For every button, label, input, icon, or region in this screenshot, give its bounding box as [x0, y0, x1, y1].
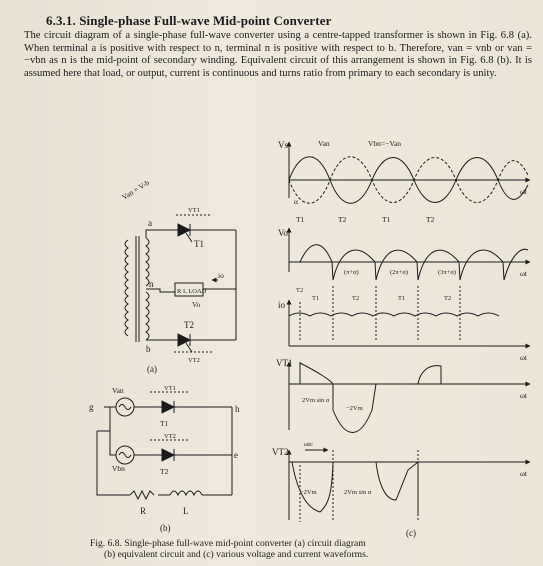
io-seg-1: T2 [296, 287, 304, 294]
vt1-label: VT1 [188, 207, 200, 214]
eq-t2-label: T2 [160, 467, 169, 476]
io-seg-2: T1 [312, 295, 320, 302]
terminal-a: a [148, 218, 152, 228]
sublabel-c: (c) [406, 528, 416, 538]
terminal-n: n [149, 279, 154, 289]
eq-vt1-label: VT1 [164, 385, 176, 392]
resistor-r [130, 491, 154, 499]
eq-van-label: Van [112, 386, 124, 395]
vt2-ann-3: 2Vm sin α [344, 489, 372, 496]
handwritten-note: Van = V-b [120, 177, 151, 202]
angle-2: (2π+α) [390, 269, 408, 276]
vt1-ann-1: 2Vm sin α [302, 397, 330, 404]
load-label: R L LOAD [177, 288, 207, 295]
node-g: g [89, 402, 94, 412]
inductor-l [170, 491, 202, 495]
thyristor-t1 [178, 224, 190, 236]
vo-label: Vo [278, 228, 288, 238]
vt2-label: VT2 [188, 357, 200, 364]
thyristor-t2 [178, 334, 190, 346]
vt2-ann-1: ωtc [304, 441, 313, 448]
circuit-diagram-a [120, 178, 236, 352]
io-label: io [218, 271, 224, 280]
sublabel-b: (b) [160, 523, 171, 533]
waveforms-c [289, 142, 530, 522]
sublabel-a: (a) [147, 364, 157, 374]
t2-label: T2 [184, 320, 194, 330]
wt-label-5: ωt [520, 469, 528, 478]
io-seg-3: T2 [352, 295, 360, 302]
vo-label: Vo [192, 300, 201, 309]
section-heading: 6.3.1. Single-phase Full-wave Mid-point Converter [46, 13, 332, 28]
wt-label-2: ωt [520, 269, 528, 278]
figure-caption [90, 538, 510, 560]
van-label: Van [318, 139, 330, 148]
vt1-label-c: VT1 [276, 358, 293, 368]
t1-label: T1 [194, 239, 204, 249]
section-paragraph: The circuit diagram of a single-phase full-wave converter using a centre-tapped transformer is shown in Fig. 6.8 (a). When terminal a is positive with respect to n, terminal n is positive with respect to b. Therefore, van = vnb or van = −vbn as n is the mid-point of secondary winding. Equivalent circuit of this arrangement is shown in Fig. 6.8 (b). It is assumed here that load, or output, current is continuous and turns ratio from primary to each secondary is unity. [24, 30, 532, 79]
io-seg-4: T1 [398, 295, 406, 302]
t-label-1: T1 [296, 215, 305, 224]
eq-thyristor-t1 [162, 401, 174, 413]
wt-label-3: ωt [520, 353, 528, 362]
eq-thyristor-t2 [162, 449, 174, 461]
io-label-c: io [278, 300, 286, 310]
vt2-label-c: VT2 [272, 447, 289, 457]
vt2-ann-2: −2Vm [300, 489, 317, 496]
eq-vt2-label: VT2 [164, 433, 176, 440]
eq-t1-label: T1 [160, 419, 169, 428]
waveform-labels [272, 139, 528, 496]
vt1-ann-2: −2Vm [346, 405, 363, 412]
io-wave [289, 313, 499, 316]
inductor-label: L [183, 506, 189, 516]
wt-label-4: ωt [520, 391, 528, 400]
circuit-diagram-b [97, 392, 232, 499]
vbn-label: Vbn=−Van [368, 139, 402, 148]
wt-label-1: ωt [520, 187, 528, 196]
resistor-label: R [140, 506, 147, 516]
eq-vbn-label: Vbn [112, 464, 125, 473]
caption-line-2: (b) equivalent circuit and (c) various voltage and current waveforms. [104, 549, 369, 560]
angle-3: (3π+α) [438, 269, 456, 276]
t-label-2: T2 [338, 215, 347, 224]
alpha-label: α [294, 197, 298, 206]
t-label-3: T1 [382, 215, 391, 224]
io-seg-5: T2 [444, 295, 452, 302]
angle-1: (π+α) [344, 269, 359, 276]
primary-coil [125, 240, 128, 336]
node-e: e [234, 450, 238, 460]
vs-label: Vs [278, 140, 289, 150]
node-h: h [235, 404, 240, 414]
t-label-4: T2 [426, 215, 435, 224]
caption-line-1: Fig. 6.8. Single-phase full-wave mid-point converter (a) circuit diagram [90, 538, 366, 549]
terminal-b: b [146, 344, 151, 354]
